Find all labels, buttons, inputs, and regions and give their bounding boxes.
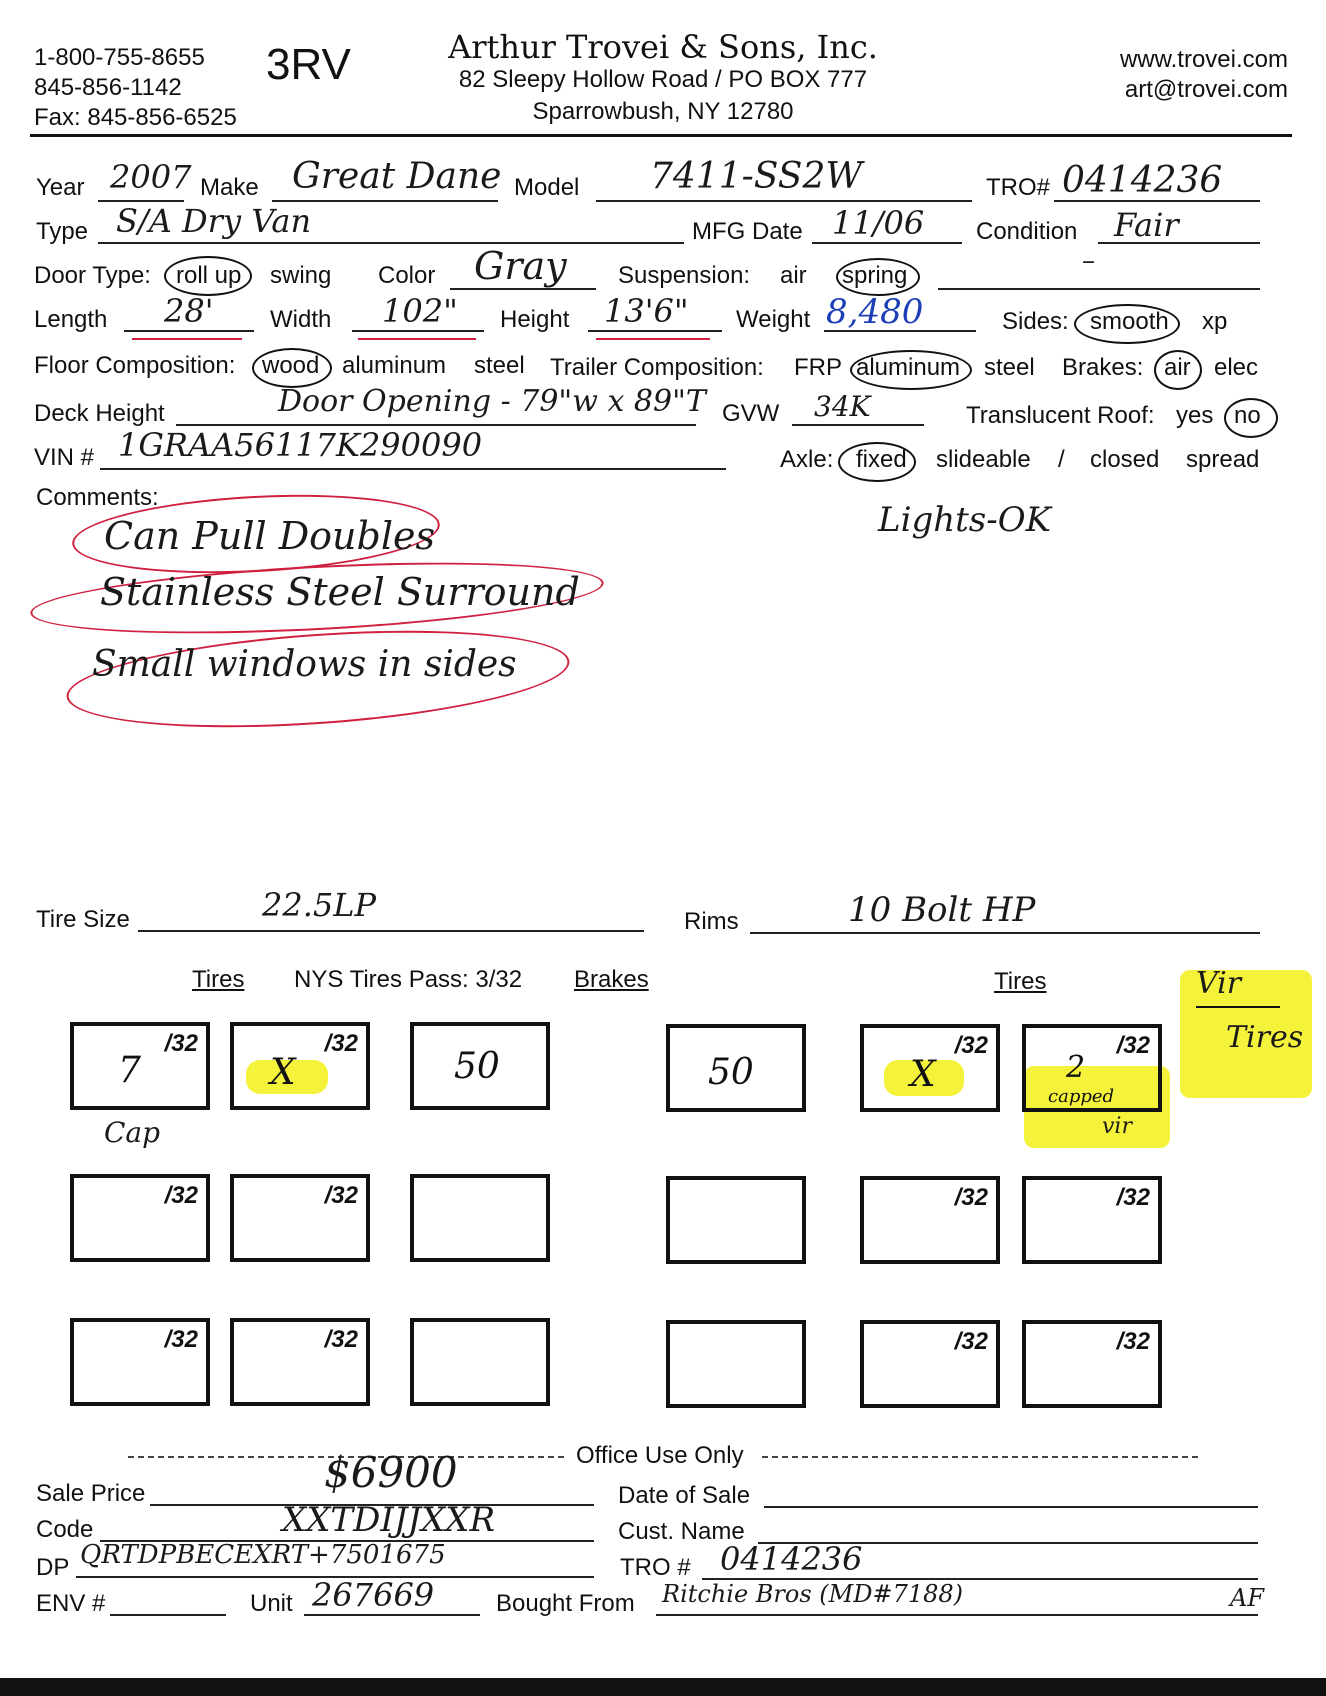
vin-line [100, 468, 726, 470]
tread-fraction: /32 [954, 1032, 988, 1059]
tread-fraction: /32 [954, 1328, 988, 1355]
length-value: 28' [164, 292, 214, 330]
gvw-label: GVW [722, 400, 780, 427]
tire-size-line [138, 930, 644, 932]
make-label: Make [200, 174, 259, 201]
tire-box-r2-4 [1022, 1176, 1162, 1264]
mfg-date-line [812, 242, 962, 244]
tire-box-r3-3 [860, 1320, 1000, 1408]
company-address-2: Sparrowbush, NY 12780 [532, 98, 794, 125]
rims-line [750, 932, 1260, 934]
scan-bottom-edge [0, 1678, 1326, 1696]
trailer-composition-label: Trailer Composition: [550, 354, 764, 381]
deck-height-value: Door Opening - 79"w x 89"T [278, 384, 706, 419]
tread-value: 2 [1066, 1050, 1086, 1085]
rims-label: Rims [684, 908, 739, 935]
sides-label: Sides: [1002, 308, 1069, 335]
brake-box-r2-left [410, 1174, 550, 1262]
code-value: XXTDIJJXXR [282, 1500, 496, 1540]
weight-label: Weight [736, 306, 811, 333]
color-label: Color [378, 262, 436, 289]
cap-note: Cap [104, 1116, 161, 1149]
tires-right-header: Tires [994, 968, 1047, 995]
comment-1: Can Pull Doubles [104, 514, 435, 558]
tire-box-r3-1 [70, 1318, 210, 1406]
tread-fraction: /32 [324, 1182, 358, 1209]
axle-label: Axle: [780, 446, 834, 473]
weight-value: 8,480 [826, 292, 924, 332]
trailer-aluminum-option: aluminum [856, 354, 961, 381]
tread-fraction: /32 [164, 1326, 198, 1353]
company-address-1: 82 Sleepy Hollow Road / PO BOX 777 [458, 66, 868, 93]
brake-box-r1-right [666, 1024, 806, 1112]
tread-fraction: /32 [1116, 1032, 1150, 1059]
axle-separator: / [1058, 446, 1065, 473]
env-line [110, 1614, 226, 1616]
brake-box-r3-right [666, 1320, 806, 1408]
height-line [588, 330, 722, 332]
tread-fraction: /32 [954, 1184, 988, 1211]
tires-note: Tires [1226, 1020, 1304, 1055]
brakes-label: Brakes: [1062, 354, 1144, 381]
brake-box-r3-left [410, 1318, 550, 1406]
year-label: Year [36, 174, 85, 201]
code-label: Code [36, 1516, 94, 1543]
suspension-spring-option: spring [842, 262, 908, 289]
tire-size-value: 22.5LP [262, 886, 377, 924]
location-code: 3RV [266, 40, 351, 89]
comment-3: Small windows in sides [92, 644, 517, 685]
year-value: 2007 [110, 158, 192, 196]
vir-small-note: vir [1102, 1114, 1132, 1139]
company-name: Arthur Trovei & Sons, Inc. [448, 28, 878, 66]
phone-1: 1-800-755-8655 [34, 44, 205, 71]
bought-from-value: Ritchie Bros (MD#7188) [662, 1580, 964, 1608]
axle-closed-option: closed [1090, 446, 1160, 473]
initials-value: AF [1230, 1584, 1264, 1612]
tire-box-r1-3 [860, 1024, 1000, 1112]
brake-value: 50 [454, 1046, 500, 1087]
model-label: Model [514, 174, 580, 201]
door-roll-up-option: roll up [176, 262, 242, 289]
length-line [124, 330, 254, 332]
brake-box-r1-left [410, 1022, 550, 1110]
floor-steel-option: steel [474, 352, 525, 379]
width-label: Width [270, 306, 332, 333]
header-rule [30, 134, 1292, 137]
vin-label: VIN # [34, 444, 95, 471]
brakes-header: Brakes [574, 966, 649, 993]
floor-composition-label: Floor Composition: [34, 352, 236, 379]
dp-label: DP [36, 1554, 70, 1581]
brakes-elec-option: elec [1214, 354, 1259, 381]
condition-value: Fair [1114, 206, 1179, 244]
roof-no-option: no [1234, 402, 1261, 429]
axle-fixed-option: fixed [856, 446, 907, 473]
date-of-sale-line [764, 1506, 1258, 1508]
lights-note: Lights-OK [878, 500, 1051, 540]
condition-mark: – [1082, 246, 1095, 276]
type-value: S/A Dry Van [116, 202, 312, 240]
brakes-air-option: air [1164, 354, 1191, 381]
tread-note: capped [1048, 1086, 1115, 1107]
sale-price-label: Sale Price [36, 1480, 146, 1507]
tread-fraction: /32 [324, 1326, 358, 1353]
tire-box-r1-2 [230, 1022, 370, 1110]
comment-2: Stainless Steel Surround [100, 570, 580, 614]
tread-value: 7 [118, 1050, 141, 1091]
sale-price-value: $6900 [324, 1448, 458, 1497]
email-address: art@trovei.com [1124, 76, 1288, 103]
gvw-value: 34K [814, 390, 871, 423]
height-label: Height [500, 306, 570, 333]
fax-number: Fax: 845-856-6525 [34, 104, 237, 131]
extra-line [938, 288, 1260, 290]
vir-note: Vir [1196, 966, 1242, 1001]
dp-value: QRTDPBECEXRT+7501675 [80, 1540, 446, 1570]
gvw-line [792, 424, 924, 426]
door-type-label: Door Type: [34, 262, 151, 289]
tire-box-r2-2 [230, 1174, 370, 1262]
tread-value: X [910, 1054, 936, 1095]
model-line [596, 200, 972, 202]
trailer-steel-option: steel [984, 354, 1035, 381]
floor-wood-option: wood [262, 352, 320, 379]
tread-value: X [270, 1052, 296, 1093]
tread-fraction: /32 [1116, 1328, 1150, 1355]
condition-label: Condition [976, 218, 1078, 245]
axle-slideable-option: slideable [936, 446, 1031, 473]
tread-fraction: /32 [164, 1030, 198, 1057]
bought-from-label: Bought From [496, 1590, 635, 1617]
tire-box-r2-1 [70, 1174, 210, 1262]
brake-box-r2-right [666, 1176, 806, 1264]
suspension-label: Suspension: [618, 262, 751, 289]
model-value: 7411-SS2W [650, 156, 863, 197]
length-label: Length [34, 306, 108, 333]
type-line [98, 242, 684, 244]
height-underline [596, 338, 710, 340]
date-of-sale-label: Date of Sale [618, 1482, 751, 1509]
tread-fraction: /32 [324, 1030, 358, 1057]
color-line [450, 288, 596, 290]
comments-label: Comments: [36, 484, 159, 511]
mfg-date-label: MFG Date [692, 218, 803, 245]
tire-box-r1-4 [1022, 1024, 1162, 1112]
height-value: 13'6" [604, 292, 689, 330]
floor-aluminum-option: aluminum [342, 352, 447, 379]
tread-fraction: /32 [1116, 1184, 1150, 1211]
door-swing-option: swing [270, 262, 332, 289]
cust-name-label: Cust. Name [618, 1518, 745, 1545]
sides-smooth-option: smooth [1090, 308, 1169, 335]
length-underline [132, 338, 242, 340]
mfg-date-value: 11/06 [832, 204, 925, 242]
rims-value: 10 Bolt HP [848, 890, 1036, 930]
suspension-air-option: air [780, 262, 807, 289]
tire-box-r2-3 [860, 1176, 1000, 1264]
vir-underline [1196, 1006, 1280, 1008]
tire-box-r3-4 [1022, 1320, 1162, 1408]
env-label: ENV # [36, 1590, 106, 1617]
tro-label: TRO# [986, 174, 1051, 201]
tire-size-label: Tire Size [36, 906, 130, 933]
tro-value: 0414236 [1062, 160, 1223, 201]
vin-value: 1GRAA56117K290090 [118, 426, 483, 464]
tire-box-r3-2 [230, 1318, 370, 1406]
sides-xp-option: xp [1202, 308, 1228, 335]
office-dash-right [762, 1456, 1198, 1458]
translucent-roof-label: Translucent Roof: [966, 402, 1155, 429]
trailer-frp-option: FRP [794, 354, 842, 381]
brake-value: 50 [708, 1052, 754, 1093]
phone-2: 845-856-1142 [34, 74, 182, 101]
tro-number-value: 0414236 [720, 1540, 863, 1578]
make-value: Great Dane [292, 156, 502, 197]
nys-tires-pass-header: NYS Tires Pass: 3/32 [294, 966, 523, 993]
tro-number-label: TRO # [620, 1554, 691, 1581]
website-link: www.trovei.com [1119, 46, 1288, 73]
axle-spread-option: spread [1186, 446, 1260, 473]
tread-fraction: /32 [164, 1182, 198, 1209]
roof-yes-option: yes [1176, 402, 1214, 429]
width-line [352, 330, 484, 332]
tire-box-r1-1 [70, 1022, 210, 1110]
bought-from-line [656, 1614, 1258, 1616]
deck-height-label: Deck Height [34, 400, 165, 427]
unit-value: 267669 [312, 1576, 435, 1614]
type-label: Type [36, 218, 89, 245]
width-value: 102" [382, 292, 458, 330]
tires-left-header: Tires [192, 966, 245, 993]
office-use-only-label: Office Use Only [576, 1442, 744, 1469]
color-value: Gray [474, 244, 567, 288]
width-underline [358, 338, 476, 340]
unit-line [304, 1614, 480, 1616]
unit-label: Unit [250, 1590, 293, 1617]
